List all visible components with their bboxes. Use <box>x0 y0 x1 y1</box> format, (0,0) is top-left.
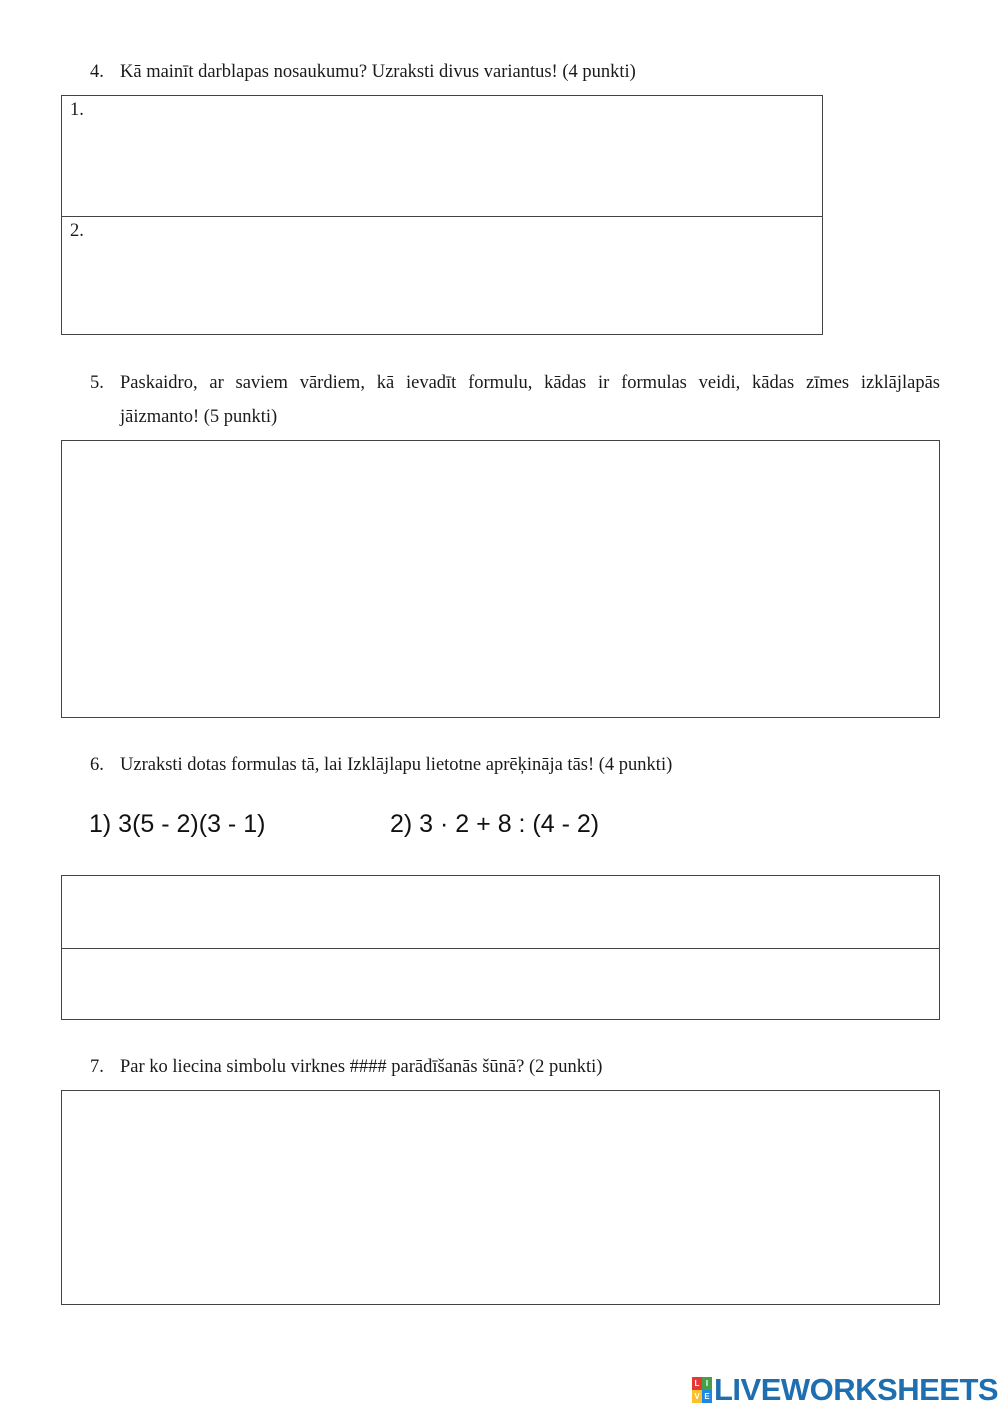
question-5 <box>90 367 940 435</box>
liveworksheets-logo <box>692 1372 998 1408</box>
liveworksheets-logo-icon <box>692 1377 712 1403</box>
question-7-number: 7. <box>90 1057 104 1077</box>
liveworksheets-logo-text: LIVEWORKSHEETS <box>714 1372 999 1407</box>
logo-icon-letter-i: I <box>702 1377 712 1390</box>
answer-4-row-2[interactable] <box>62 216 822 335</box>
answer-4-row-1[interactable] <box>62 96 822 216</box>
answer-box-7[interactable] <box>61 1090 940 1305</box>
answer-6-row-2[interactable] <box>62 948 939 1020</box>
answer-box-6 <box>61 875 940 1020</box>
logo-icon-letter-v: V <box>692 1390 702 1403</box>
answer-box-4 <box>61 95 823 335</box>
question-4-text: Kā mainīt darblapas nosaukumu? Uzraksti divus variantus! (4 punkti) <box>120 62 636 82</box>
answer-box-5[interactable] <box>61 440 940 718</box>
answer-4-row-2-label: 2. <box>70 221 84 241</box>
question-5-line-2: jāizmanto! (5 punkti) <box>120 407 278 427</box>
question-4-number: 4. <box>90 62 104 82</box>
question-6-number: 6. <box>90 755 104 775</box>
question-6-text: Uzraksti dotas formulas tā, lai Izklājlapu lietotne aprēķināja tās! (4 punkti) <box>120 755 673 775</box>
logo-icon-letter-l: L <box>692 1377 702 1390</box>
question-7-text: Par ko liecina simbolu virknes #### parādīšanās šūnā? (2 punkti) <box>120 1057 603 1077</box>
question-5-number: 5. <box>90 373 104 393</box>
formula-1: 1) 3(5 - 2)(3 - 1) <box>89 810 266 838</box>
question-5-line-1: Paskaidro, ar saviem vārdiem, kā ievadīt formulu, kādas ir formulas veidi, kādas zīmes izklājlapās <box>120 373 940 393</box>
answer-4-row-1-label: 1. <box>70 100 84 120</box>
formula-2: 2) 3 · 2 + 8 : (4 - 2) <box>390 810 600 838</box>
answer-6-row-1[interactable] <box>62 876 939 948</box>
logo-icon-letter-e: E <box>702 1390 712 1403</box>
